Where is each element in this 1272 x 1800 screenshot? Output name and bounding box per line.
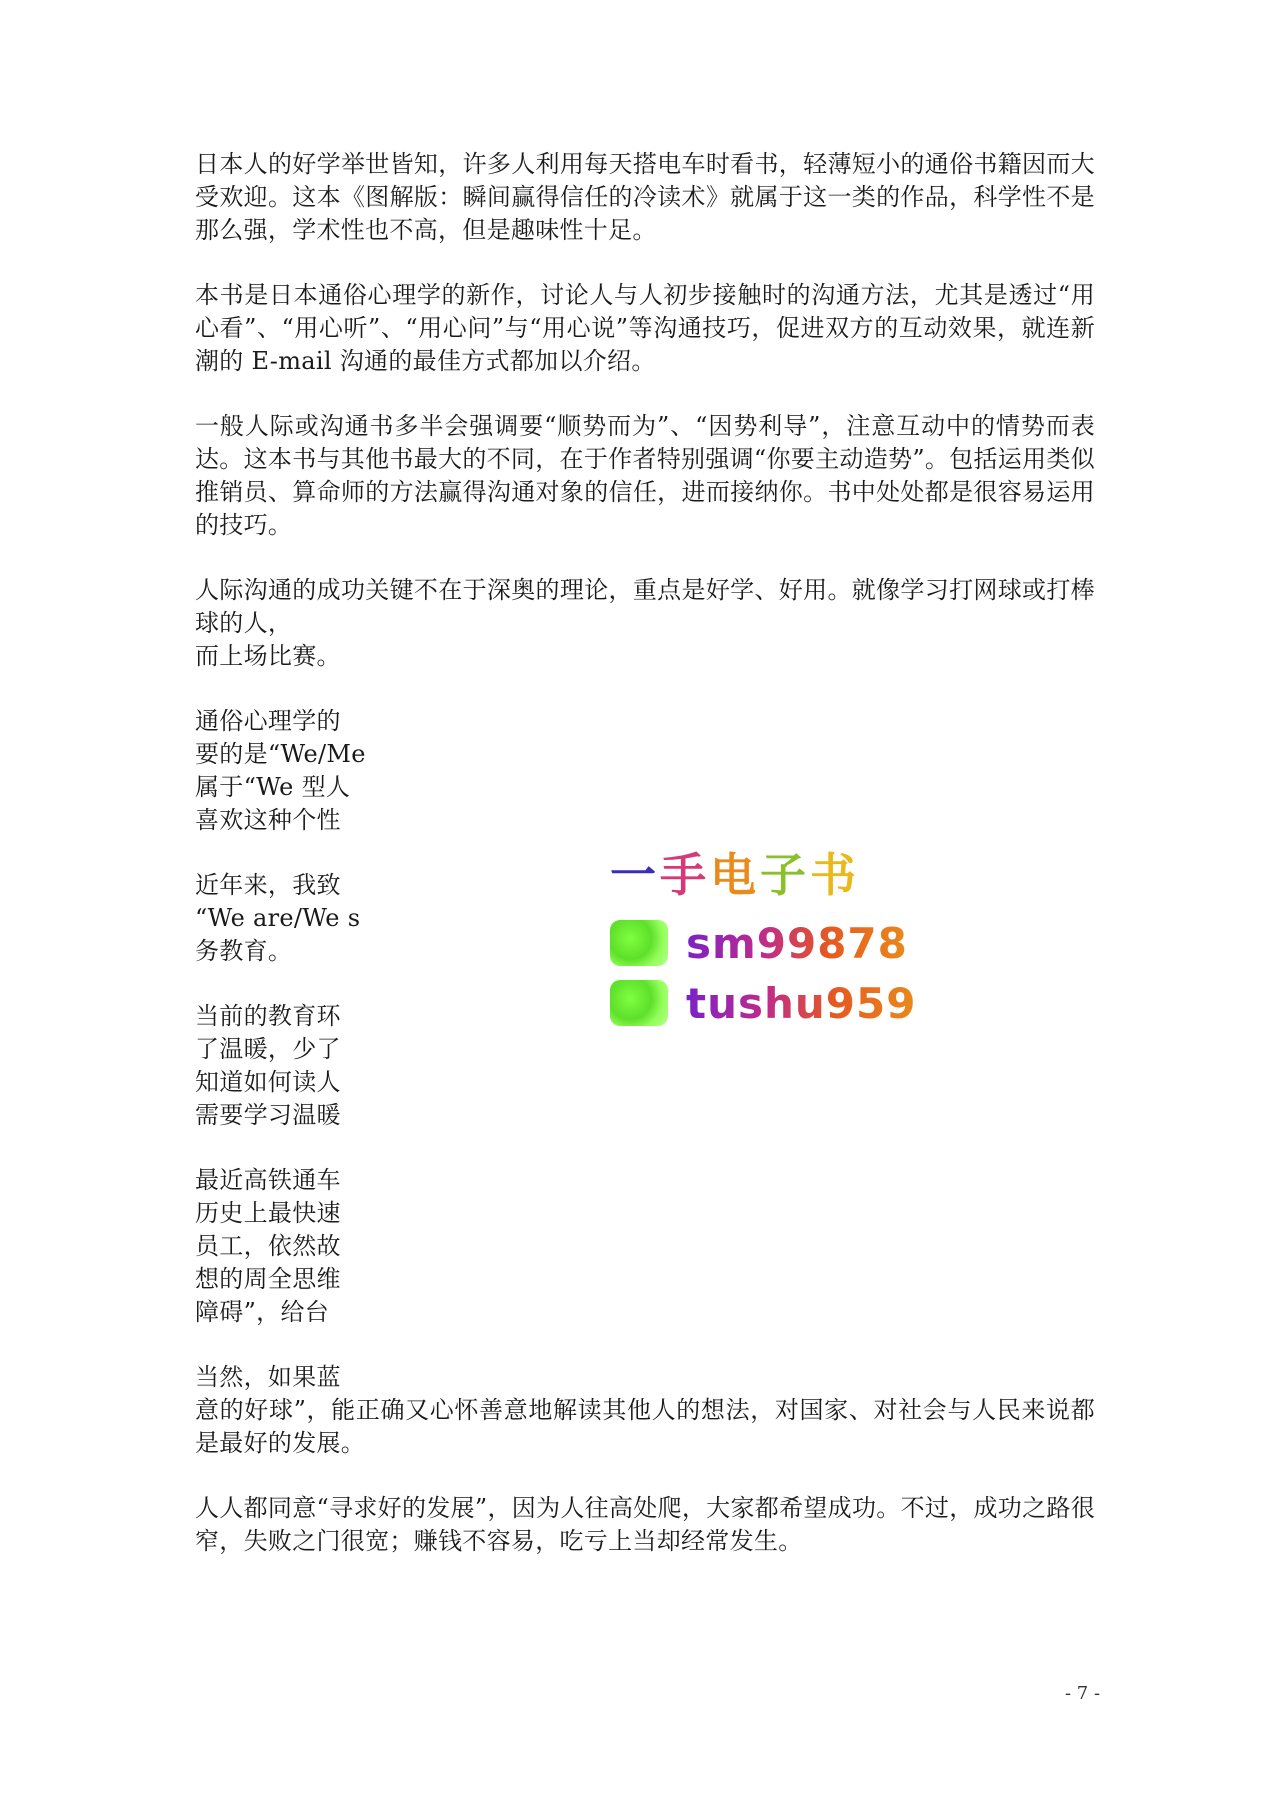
paragraph-2: 本书是日本通俗心理学的新作，讨论人与人初步接触时的沟通方法，尤其是透过“用心看”、“用心听”、“用心问”与“用心说”等沟通技巧，促进双方的互动效果，就连新潮的 E-mail 沟通的最佳方式都加以介绍。 — [195, 281, 1095, 375]
paragraph-4: 人际沟通的成功关键不在于深奥的理论，重点是好学、好用。就像学习打网球或打棒球的人， 而上场比赛。 — [195, 576, 1095, 670]
paragraph-10: 人人都同意“寻求好的发展”，因为人往高处爬，大家都希望成功。不过，成功之路很窄，失败之门很宽；赚钱不容易，吃亏上当却经常发生。 — [195, 1494, 1095, 1555]
watermark-char: 子 — [760, 848, 810, 902]
paragraph-5: 通俗心理学的 要的是“We/Me 属于“We 型人 喜欢这种个性 — [195, 707, 366, 834]
watermark — [610, 845, 917, 1033]
paragraph-8: 最近高铁通车 历史上最快速 员工，依然故 想的周全思维 障碍”，给台 — [195, 1166, 341, 1326]
wechat-icon — [610, 920, 668, 966]
watermark-id-2: tushu959 — [686, 978, 917, 1028]
watermark-title — [610, 845, 910, 905]
paragraph-3: 一般人际或沟通书多半会强调要“顺势而为”、“因势利导”，注意互动中的情势而表达。这本书与其他书最大的不同，在于作者特别强调“你要主动造势”。包括运用类似推销员、算命师的方法赢得沟通对象的信任，进而接纳你。书中处处都是很容易运用的技巧。 — [195, 412, 1095, 539]
page-number: - 7 - — [1065, 1683, 1101, 1704]
watermark-char: 手 — [660, 848, 710, 902]
wechat-icon — [610, 980, 668, 1026]
paragraph-7: 当前的教育环 了温暖，少了 知道如何读人 需要学习温暖 — [195, 1002, 341, 1129]
paragraph-9: 当然，如果蓝 意的好球”，能正确又心怀善意地解读其他人的想法，对国家、对社会与人民来说都是最好的发展。 — [195, 1363, 1095, 1457]
watermark-char: 电 — [710, 848, 760, 902]
paragraph-6: 近年来，我致 “We are/We s 务教育。 — [195, 871, 361, 965]
watermark-contact-1 — [610, 913, 910, 973]
watermark-contact-2 — [610, 973, 917, 1033]
watermark-char: 一 — [610, 848, 660, 902]
watermark-char: 书 — [810, 848, 860, 902]
watermark-id-1: sm99878 — [686, 918, 908, 968]
paragraph-1: 日本人的好学举世皆知，许多人利用每天搭电车时看书，轻薄短小的通俗书籍因而大受欢迎。这本《图解版：瞬间赢得信任的冷读术》就属于这一类的作品，科学性不是那么强，学术性也不高，但是趣味性十足。 — [195, 150, 1095, 244]
